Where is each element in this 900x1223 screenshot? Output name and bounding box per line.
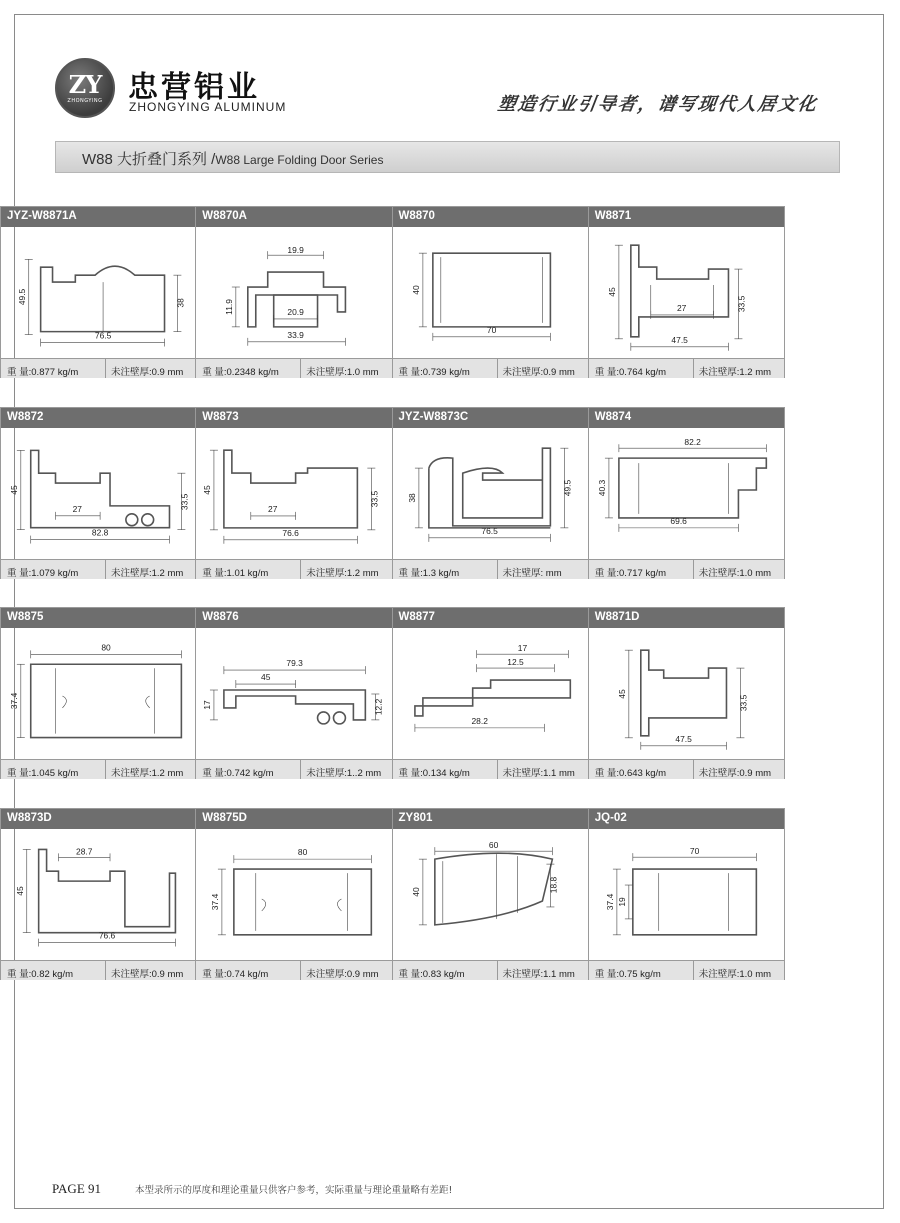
profile-card [393,407,589,579]
profile-drawing [589,628,784,758]
dimension-label: 45 [616,689,627,699]
profile-wall-thickness: 未注壁厚:1.2 mm [105,760,183,779]
profile-drawing [196,829,391,959]
dimension-label: 11.9 [224,299,235,315]
slogan: 塑造行业引导者，谱写现代人居文化 [496,94,820,115]
profile-section-svg [1,628,195,758]
profile-weight: 重 量:0.74 kg/m [202,969,269,980]
profile-wall-thickness: 未注壁厚:0.9 mm [105,961,183,980]
profile-card [393,808,589,980]
profile-weight: 重 量:0.83 kg/m [398,969,465,980]
profile-section-svg [196,829,391,959]
profile-specs [196,358,391,378]
profile-section-svg [589,628,784,758]
profile-wall-thickness: 未注壁厚:0.9 mm [693,760,771,779]
profile-weight: 重 量:1.045 kg/m [7,768,79,779]
profile-code: W8877 [393,608,588,628]
profile-section-svg [393,829,588,959]
dimension-label: 17 [202,700,213,710]
profile-weight: 重 量:1.079 kg/m [7,568,79,579]
profile-section-svg [1,428,195,558]
dimension-label: 70 [486,324,496,335]
profile-wall-thickness: 未注壁厚:1.1 mm [497,961,575,980]
profile-card [393,206,589,378]
profile-code: W8873D [1,809,195,829]
profile-row [0,607,785,779]
profile-card [0,206,196,378]
profile-code: W8876 [196,608,391,628]
company-logo [55,58,115,118]
dimension-label: 38 [175,298,186,308]
profile-specs [393,759,588,779]
profile-drawing [1,227,195,357]
dimension-label: 45 [606,287,617,297]
profile-card [0,607,196,779]
profile-section-svg [196,628,391,758]
profile-specs [393,559,588,579]
profile-specs [196,559,391,579]
dimension-label: 45 [202,485,213,495]
page-number: PAGE 91 [52,1181,102,1196]
profile-specs [1,559,195,579]
dimension-label: 33.5 [738,694,749,712]
dimension-label: 38 [406,493,417,503]
dimension-label: 45 [8,485,19,495]
profile-code: W8871 [589,207,784,227]
profile-card [589,206,785,378]
dimension-label: 40 [410,887,421,897]
dimension-label: 20.9 [287,306,305,317]
profile-section-svg [589,829,784,959]
profile-wall-thickness: 未注壁厚:1.0 mm [300,359,378,378]
profile-drawing [589,227,784,357]
profile-specs [393,358,588,378]
dimension-label: 28.7 [76,846,93,857]
brand-name-cn: 忠营铝业 [128,70,260,105]
profile-weight: 重 量:0.2348 kg/m [202,367,279,378]
profile-card [0,407,196,579]
profile-drawing [196,227,391,357]
profile-section-svg [589,428,784,558]
profile-card [589,407,785,579]
dimension-label: 80 [101,642,111,653]
profile-section-svg [393,428,588,558]
dimension-label: 80 [298,847,308,858]
profile-code: W8872 [1,408,195,428]
dimension-label: 33.9 [287,329,305,340]
profile-drawing [393,428,588,558]
dimension-label: 82.8 [91,527,109,538]
dimension-label: 40 [410,285,421,295]
dimension-label: 76.5 [480,525,498,536]
profile-code: W8870 [393,207,588,227]
dimension-label: 45 [261,672,271,683]
logo-letters: ZY [68,70,102,99]
brand-name-en: ZHONGYING ALUMINUM [129,100,287,114]
profile-code: W8875D [196,809,391,829]
profile-card [196,407,392,579]
dimension-label: 19.9 [287,245,305,256]
dimension-label: 76.6 [98,930,116,941]
profile-row [0,206,785,378]
profile-specs [196,759,391,779]
profile-card [0,808,196,980]
profile-weight: 重 量:0.764 kg/m [594,367,667,378]
profile-section-svg [393,227,588,357]
profile-code: W8873 [196,408,391,428]
profile-section-svg [1,227,195,357]
dimension-label: 33.5 [179,493,190,511]
profile-wall-thickness: 未注壁厚:1..2 mm [300,760,381,779]
profile-specs [589,960,784,980]
profile-weight: 重 量:0.717 kg/m [594,568,667,579]
profile-weight: 重 量:0.643 kg/m [594,768,667,779]
profile-specs [1,759,195,779]
profile-code: ZY801 [393,809,588,829]
dimension-label: 12.2 [373,698,384,716]
dimension-label: 40.3 [596,479,607,497]
profile-card [589,607,785,779]
dimension-label: 70 [689,846,700,857]
dimension-label: 17 [517,643,527,654]
profile-wall-thickness: 未注壁厚:1.2 mm [300,560,378,579]
profile-drawing [393,227,588,357]
profile-section-svg [196,428,391,558]
profile-specs [589,358,784,378]
profile-section-svg [1,829,195,959]
dimension-label: 47.5 [675,733,692,744]
dimension-label: 28.2 [470,715,488,726]
dimension-label: 79.3 [286,658,304,669]
profile-card [393,607,589,779]
profile-wall-thickness: 未注壁厚:1.2 mm [693,359,771,378]
profile-wall-thickness: 未注壁厚:1.0 mm [693,961,771,980]
dimension-label: 27 [676,302,687,313]
profile-code: W8875 [1,608,195,628]
dimension-label: 76.6 [282,527,300,538]
dimension-label: 49.5 [561,479,572,497]
profile-specs [393,960,588,980]
profile-wall-thickness: 未注壁厚:1.2 mm [105,560,183,579]
profile-wall-thickness: 未注壁厚:0.9 mm [105,359,183,378]
profile-specs [196,960,391,980]
profile-drawing [1,628,195,758]
profile-code: JYZ-W8873C [393,408,588,428]
profile-weight: 重 量:0.75 kg/m [594,969,661,980]
profile-section-svg [196,227,391,357]
dimension-label: 37.4 [8,692,19,710]
profile-wall-thickness: 未注壁厚:1.1 mm [497,760,575,779]
profile-weight: 重 量:0.134 kg/m [398,768,470,779]
dimension-label: 47.5 [671,334,688,345]
dimension-label: 12.5 [506,657,524,668]
profile-drawing [1,428,195,558]
profile-weight: 重 量:0.742 kg/m [202,768,274,779]
dimension-label: 76.5 [94,330,112,341]
profile-drawing [393,829,588,959]
dimension-label: 27 [268,503,278,514]
profile-weight: 重 量:0.739 kg/m [398,367,470,378]
profile-code: W8874 [589,408,784,428]
profile-specs [589,759,784,779]
series-title-en: W88 Large Folding Door Series [215,153,384,167]
dimension-label: 69.6 [670,515,687,526]
dimension-label: 37.4 [210,893,221,911]
profile-row [0,808,785,980]
series-title [82,148,383,169]
dimension-label: 37.4 [604,893,615,911]
profile-row [0,407,785,579]
profile-card [196,607,392,779]
profile-section-svg [589,227,784,357]
profile-wall-thickness: 未注壁厚:0.9 mm [300,961,378,980]
profile-card [196,206,392,378]
dimension-label: 33.5 [736,295,747,313]
profile-drawing [393,628,588,758]
dimension-label: 33.5 [369,490,380,508]
series-title-bar [55,141,840,173]
profile-drawing [1,829,195,959]
footer-note: 本型录所示的厚度和理论重量只供客户参考，实际重量与理论重量略有差距! [135,1185,453,1196]
profile-drawing [196,428,391,558]
profile-drawing [589,428,784,558]
dimension-label: 19 [616,897,627,907]
profile-weight: 重 量:1.01 kg/m [202,568,269,579]
profile-weight: 重 量:0.82 kg/m [7,969,73,980]
dimension-label: 18.8 [547,876,558,894]
profile-weight: 重 量:0.877 kg/m [7,367,79,378]
profile-specs [1,358,195,378]
profile-card [196,808,392,980]
profile-code: JQ-02 [589,809,784,829]
profile-drawing [196,628,391,758]
profile-code: W8870A [196,207,391,227]
dimension-label: 27 [72,503,82,514]
dimension-label: 60 [488,840,498,851]
profile-wall-thickness: 未注壁厚:1.0 mm [693,560,771,579]
dimension-label: 82.2 [684,437,701,448]
profile-card [589,808,785,980]
dimension-label: 45 [14,886,25,896]
logo-subtext: ZHONGYING [67,98,103,104]
profile-drawing [589,829,784,959]
profile-wall-thickness: 未注壁厚:0.9 mm [497,359,575,378]
profile-weight: 重 量:1.3 kg/m [398,568,460,579]
dimension-label: 49.5 [16,288,27,306]
profile-section-svg [393,628,588,758]
profile-code: JYZ-W8871A [1,207,195,227]
profile-code: W8871D [589,608,784,628]
profile-specs [589,559,784,579]
series-title-cn: W88 大折叠门系列 / [82,151,216,168]
profile-specs [1,960,195,980]
profile-wall-thickness: 未注壁厚: mm [497,560,562,579]
